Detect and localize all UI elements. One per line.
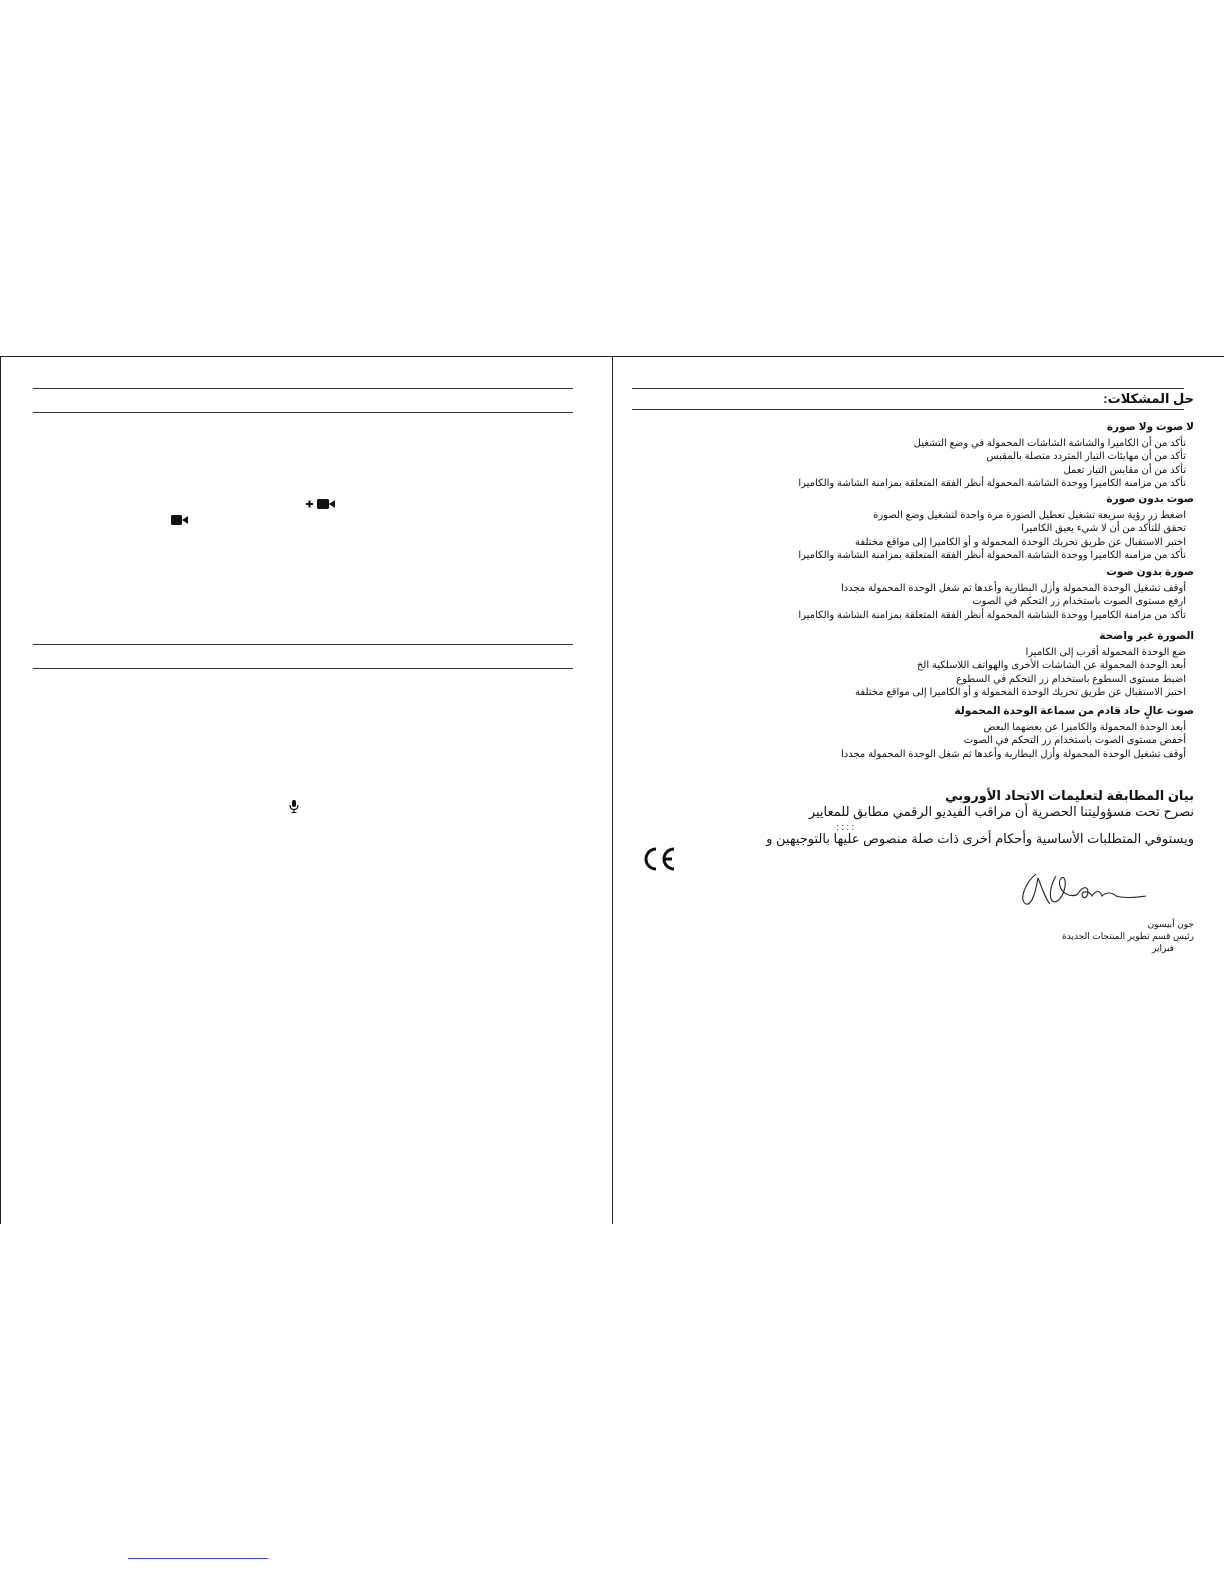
ce-mark-icon: [642, 846, 676, 872]
right-page: [638, 0, 1194, 1584]
eu-declaration-standards: : : : :: [836, 822, 854, 832]
microphone-icon: [289, 800, 299, 813]
section-heading: لا صوت ولا صورة: [1106, 421, 1194, 433]
section-no-sound-no-picture: [638, 422, 1194, 490]
eu-declaration-line-1: نصرح تحت مسؤوليتنا الحصرية أن مراقب الفيديو الرقمي مطابق للمعايير: [808, 804, 1194, 819]
section-heading: الصورة غير واضحة: [1099, 630, 1194, 642]
list-item: ضع الوحدة المحمولة أقرب إلى الكاميرا: [1025, 647, 1186, 658]
list-item: تأكد من مزامنة الكاميرا ووحدة الشاشة المحمولة أنظر الفقة المتعلقة بمزامنة الشاشة والكاميرا: [798, 477, 1186, 489]
list-item: اضغط زر رؤية سريعة تشغيل تعطيل الصورة مرة واحدة لتشغيل وضع الصورة: [873, 510, 1186, 521]
list-item: تأكد من مزامنة الكاميرا ووحدة الشاشة المحمولة أنظر الفقة المتعلقة بمزامنة الشاشة والكاميرا: [798, 549, 1186, 561]
eu-declaration-line-2: ويستوفي المتطلبات الأساسية وأحكام أخرى ذات صلة منصوص عليها بالتوجيهين و: [766, 831, 1194, 846]
section-picture-no-sound: [638, 567, 1194, 622]
list-item: تأكد من مزامنة الكاميرا ووحدة الشاشة المحمولة أنظر الفقة المتعلقة بمزامنة الشاشة والكاميرا: [798, 609, 1186, 621]
signature-image: [1018, 866, 1158, 912]
list-item: تأكد من أن مقابس التيار تعمل: [1063, 464, 1186, 476]
left-section-rule-bottom: [33, 668, 573, 669]
eu-declaration-title: بيان المطابقة لتعليمات الاتحاد الأوروبي: [945, 788, 1194, 803]
section-high-pitch-noise: [638, 706, 1194, 761]
list-item: أبعد الوحدة المحمولة عن الشاشات الأخرى والهواتف اللاسلكية الخ: [916, 660, 1186, 672]
list-item: ارفع مستوى الصوت باستخدام زر التحكم في الصوت: [972, 596, 1186, 608]
section-sound-no-picture: [638, 494, 1194, 562]
signatory-date: فبراير: [1152, 943, 1174, 953]
section-picture-unclear: [638, 631, 1194, 699]
page-divider: [612, 356, 613, 1224]
video-camera-icon: [171, 514, 189, 526]
footer-link-underline[interactable]: [128, 1558, 268, 1559]
list-item: اضبط مستوى السطوع باستخدام زر التحكم في السطوع: [956, 673, 1186, 685]
section-heading: صوت بدون صورة: [1106, 493, 1194, 505]
signatory-name: جون أبيسون: [1147, 919, 1194, 929]
section-heading: صورة بدون صوت: [1106, 566, 1194, 578]
list-item: أبعد الوحدة المحمولة والكاميرا عن بعضهما البعض: [983, 722, 1186, 733]
list-item: تأكد من أن الكاميرا والشاشة الشاشات المحمولة في وضع التشغيل: [913, 438, 1186, 449]
list-item: تحقق للتأكد من أن لا شيء يعيق الكاميرا: [1021, 523, 1186, 535]
list-item: اختبر الاستقبال عن طريق تحريك الوحدة المحمولة و أو الكاميرا إلى مواقع مختلفة: [855, 536, 1186, 548]
list-item: تأكد من أن مهايئات التيار المتردد متصلة بالمقبس: [986, 451, 1186, 463]
signatory-position: رئيس قسم تطوير المنتجات الجديدة: [1062, 931, 1194, 941]
left-section-rule-top: [33, 644, 573, 645]
list-item: أخفض مستوى الصوت باستخدام زر التحكم في الصوت: [963, 735, 1186, 747]
list-item: أوقف تشغيل الوحدة المحمولة وأزل البطارية وأعدها ثم شغل الوحدة المحمولة مجددا: [841, 583, 1186, 594]
list-item: أوقف تشغيل الوحدة المحمولة وأزل البطارية وأعدها ثم شغل الوحدة المحمولة مجددا: [841, 748, 1186, 760]
page-left-border: [0, 356, 1, 1224]
section-heading: صوت عالٍ حاد قادم من سماعة الوحدة المحمولة: [954, 705, 1194, 717]
plus-video-camera-icon: [306, 498, 336, 510]
left-header-rule-top: [33, 388, 573, 389]
list-item: اختبر الاستقبال عن طريق تحريك الوحدة المحمولة و أو الكاميرا إلى مواقع مختلفة: [855, 686, 1186, 698]
troubleshooting-title: حل المشكلات:: [1103, 391, 1194, 406]
left-header-rule-bottom: [33, 412, 573, 413]
